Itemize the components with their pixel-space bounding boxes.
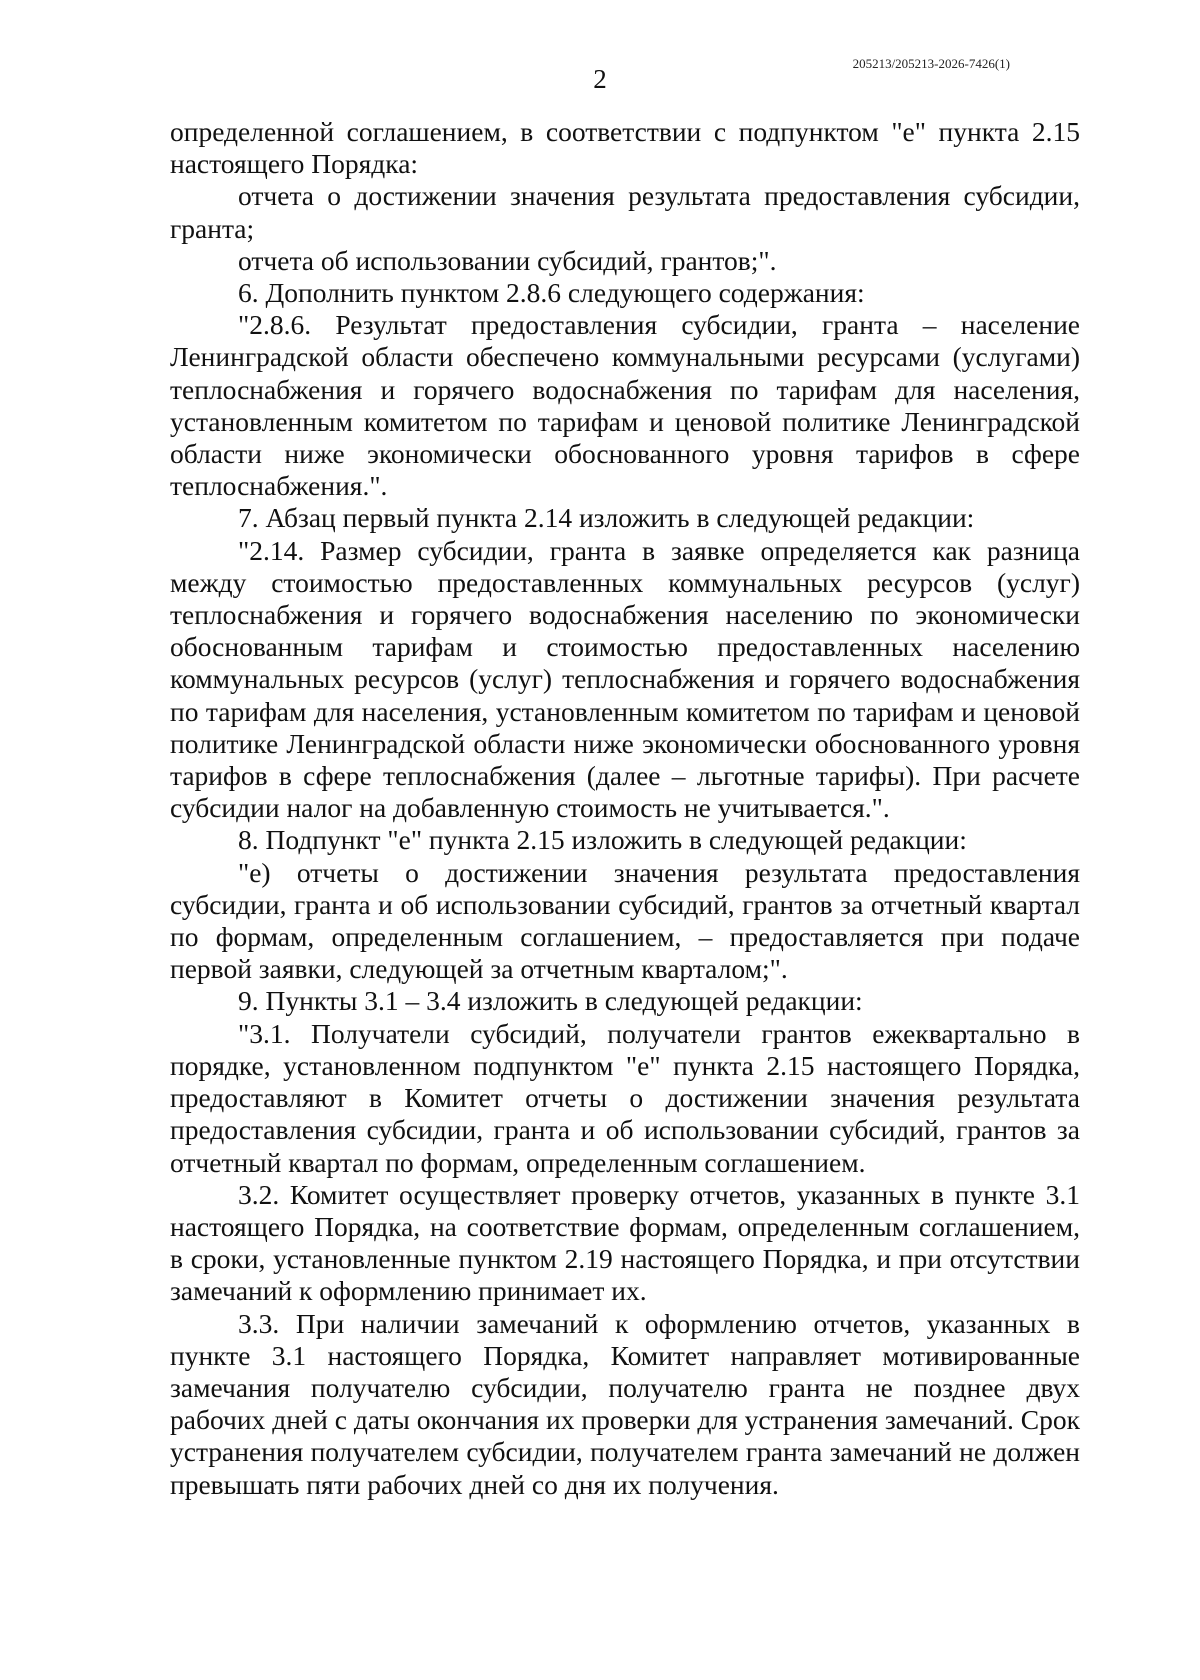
paragraph: "2.8.6. Результат предоставления субсидии, гранта – население Ленинградской области обеспечено коммунальными ресурсами (услугами) теплоснабжения и горячего водоснабжения по тарифам для населения, установленным комитетом по тарифам и ценовой политике Ленинградской области ниже экономически обоснованного уровня тарифов в сфере теплоснабжения.".	[170, 309, 1080, 502]
paragraph: 6. Дополнить пунктом 2.8.6 следующего содержания:	[238, 277, 865, 309]
document-number: 205213/205213-2026-7426(1)	[852, 56, 1010, 71]
paragraph: "е) отчеты о достижении значения результата предоставления субсидии, гранта и об использовании субсидий, грантов за отчетный квартал по формам, определенным соглашением, – предоставляется при подаче первой заявки, следующей за отчетным кварталом;".	[170, 856, 1080, 985]
document-body	[170, 116, 1080, 1501]
paragraph: 9. Пункты 3.1 – 3.4 изложить в следующей редакции:	[238, 985, 863, 1017]
paragraph: 7. Абзац первый пункта 2.14 изложить в следующей редакции:	[238, 502, 975, 534]
paragraph: "3.1. Получатели субсидий, получатели грантов ежеквартально в порядке, установленном подпунктом "е" пункта 2.15 настоящего Порядка, предоставляют в Комитет отчеты о достижении значения результата предоставления субсидии, гранта и об использовании субсидий, грантов за отчетный квартал по формам, определенным соглашением.	[170, 1017, 1080, 1178]
page-number: 2	[593, 64, 607, 94]
paragraph: 3.2. Комитет осуществляет проверку отчетов, указанных в пункте 3.1 настоящего Порядка, на соответствие формам, определенным соглашением, в сроки, установленные пунктом 2.19 настоящего Порядка, и при отсутствии замечаний к оформлению принимает их.	[170, 1178, 1080, 1307]
paragraph: отчета о достижении значения результата предоставления субсидии, гранта;	[170, 180, 1080, 244]
paragraph: отчета об использовании субсидий, грантов;".	[238, 244, 777, 276]
paragraph: "2.14. Размер субсидии, гранта в заявке определяется как разница между стоимостью предоставленных коммунальных ресурсов (услуг) теплоснабжения и горячего водоснабжения населению по экономически обоснованным тарифам и стоимостью предоставленных населению коммунальных ресурсов (услуг) теплоснабжения и горячего водоснабжения по тарифам для населения, установленным комитетом по тарифам и ценовой политике Ленинградской области ниже экономически обоснованного уровня тарифов в сфере теплоснабжения (далее – льготные тарифы). При расчете субсидии налог на добавленную стоимость не учитывается.".	[170, 534, 1080, 824]
paragraph: 3.3. При наличии замечаний к оформлению отчетов, указанных в пункте 3.1 настоящего Порядка, Комитет направляет мотивированные замечания получателю субсидии, получателю гранта не позднее двух рабочих дней с даты окончания их проверки для устранения замечаний. Срок устранения получателем субсидии, получателем гранта замечаний не должен превышать пяти рабочих дней со дня их получения.	[170, 1307, 1080, 1500]
paragraph: 8. Подпункт "е" пункта 2.15 изложить в следующей редакции:	[238, 824, 967, 856]
paragraph: определенной соглашением, в соответствии с подпунктом "е" пункта 2.15 настоящего Порядка:	[170, 116, 1080, 180]
